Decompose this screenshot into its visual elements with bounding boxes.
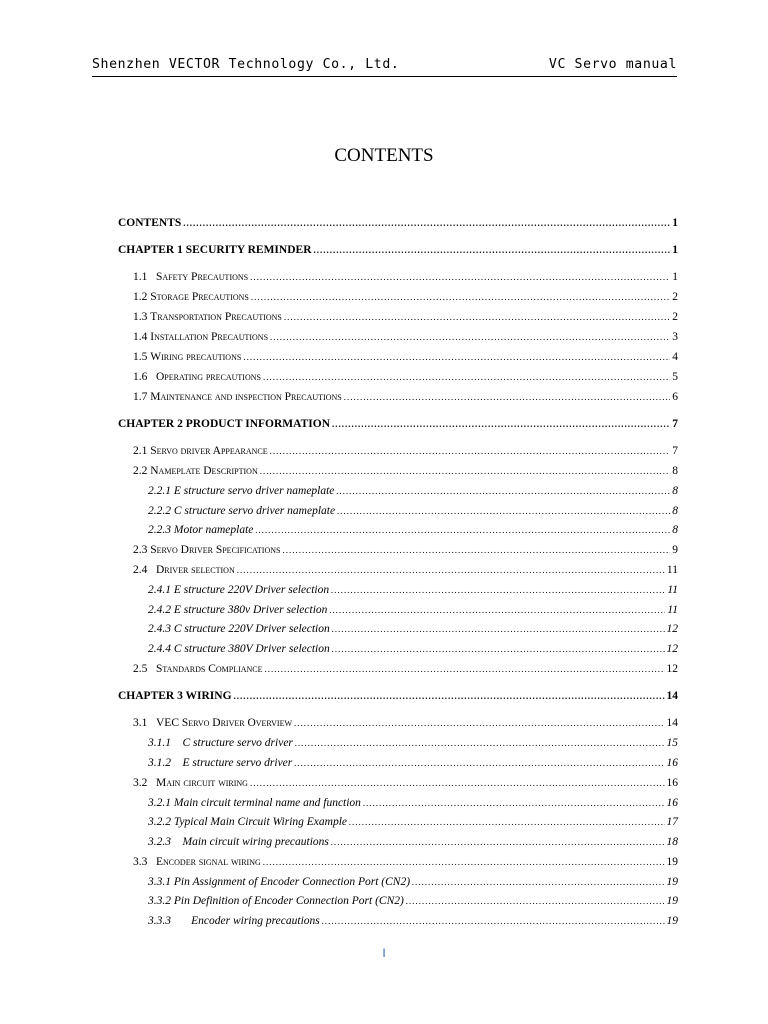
- toc-entry-page: 8: [672, 485, 678, 497]
- dot-leader: [329, 605, 665, 615]
- toc-entry-label: [133, 351, 241, 363]
- toc-entry-number: 2.2: [133, 465, 151, 477]
- toc-entry-label: [148, 915, 320, 927]
- toc-entry-label: [133, 291, 249, 303]
- dot-leader: [183, 218, 670, 228]
- toc-entry-sub[interactable]: [148, 895, 678, 913]
- dot-leader: [270, 332, 670, 342]
- toc-entry-label: [148, 623, 330, 635]
- toc-entry-label: [118, 690, 232, 702]
- dot-leader: [284, 312, 670, 322]
- toc-entry-label: [118, 217, 181, 229]
- toc-entry-sub[interactable]: [148, 584, 678, 602]
- toc-entry-label: [118, 418, 330, 430]
- dot-leader: [332, 419, 670, 429]
- toc-entry-label: [148, 584, 329, 596]
- toc-entry-page: 5: [672, 371, 678, 383]
- toc-entry-sub[interactable]: [148, 604, 678, 622]
- toc-entry-page: 8: [672, 524, 678, 536]
- toc-entry-page: 7: [672, 418, 678, 430]
- toc-entry-page: 2: [672, 311, 678, 323]
- toc-entry-text: Installation Precautions: [150, 331, 269, 343]
- toc-entry-section[interactable]: [133, 856, 678, 874]
- toc-entry-text: 3.3.2 Pin Definition of Encoder Connection Port (CN2): [148, 895, 404, 907]
- toc-entry-text: Safety Precautions: [156, 271, 249, 283]
- toc-entry-page: 17: [666, 816, 678, 828]
- toc-entry-page: 8: [672, 505, 678, 517]
- toc-entry-page: 6: [672, 391, 678, 403]
- toc-entry-sub[interactable]: [148, 737, 678, 755]
- dot-leader: [332, 624, 665, 634]
- toc-entry-page: 19: [666, 876, 678, 888]
- toc-entry-number: 3.3: [133, 856, 156, 868]
- toc-entry-page: 4: [672, 351, 678, 363]
- dot-leader: [336, 486, 670, 496]
- toc-entry-section[interactable]: [133, 371, 678, 389]
- toc-entry-label: [148, 836, 329, 848]
- toc-entry-page: 1: [672, 244, 678, 256]
- toc-entry-sub[interactable]: [148, 757, 678, 775]
- toc-entry-section[interactable]: [133, 663, 678, 681]
- toc-entry-label: [148, 505, 335, 517]
- dot-leader: [263, 372, 670, 382]
- toc-entry-number: 3.2: [133, 777, 156, 789]
- toc-entry-label: [133, 331, 268, 343]
- toc-entry-text: Maintenance and inspection Precautions: [150, 391, 342, 403]
- toc-entry-chapter[interactable]: [118, 690, 678, 708]
- toc-entry-label: [133, 717, 292, 729]
- toc-entry-section[interactable]: [133, 271, 678, 289]
- toc-entry-page: 14: [666, 690, 678, 702]
- toc-entry-number: 1.3: [133, 311, 151, 323]
- dot-leader: [331, 837, 665, 847]
- toc-entry-label: [148, 757, 292, 769]
- toc-entry-number: 2.3: [133, 544, 151, 556]
- toc-entry-section[interactable]: [133, 391, 678, 409]
- toc-entry-text: 3.3.1 Pin Assignment of Encoder Connection Port (CN2): [148, 876, 411, 888]
- dot-leader: [363, 798, 665, 808]
- toc-entry-chapter[interactable]: [118, 217, 678, 235]
- dot-leader: [234, 691, 665, 701]
- toc-entry-page: 9: [672, 544, 678, 556]
- toc-entry-text: 3.2.1 Main circuit terminal name and function: [148, 797, 361, 809]
- toc-entry-page: 1: [672, 271, 678, 283]
- toc-entry-text: Operating precautions: [156, 371, 261, 383]
- toc-entry-section[interactable]: [133, 544, 678, 562]
- toc-entry-label: [148, 895, 404, 907]
- toc-entry-label: [133, 445, 268, 457]
- toc-entry-number: 1.4: [133, 331, 151, 343]
- toc-entry-text: Servo driver Appearance: [150, 445, 268, 457]
- toc-entry-text: 3.2.3 Main circuit wiring precautions: [148, 836, 329, 848]
- toc-entry-page: 19: [666, 895, 678, 907]
- dot-leader: [250, 272, 670, 282]
- toc-entry-page: 18: [666, 836, 678, 848]
- toc-entry-text: Main circuit wiring: [156, 777, 248, 789]
- toc-entry-sub[interactable]: [148, 797, 678, 815]
- toc-entry-sub[interactable]: [148, 816, 678, 834]
- toc-entry-label: [133, 271, 248, 283]
- page-number: I: [382, 946, 386, 960]
- toc-entry-sub[interactable]: [148, 505, 678, 523]
- toc-entry-text: CHAPTER 1 SECURITY REMINDER: [118, 244, 312, 256]
- toc-entry-label: [148, 643, 330, 655]
- dot-leader: [260, 466, 671, 476]
- toc-entry-text: Transportation Precautions: [150, 311, 282, 323]
- dot-leader: [282, 545, 670, 555]
- toc-entry-section[interactable]: [133, 777, 678, 795]
- toc-entry-label: [133, 777, 248, 789]
- toc-entry-text: Storage Precautions: [150, 291, 249, 303]
- dot-leader: [314, 245, 671, 255]
- toc-entry-number: 1.1: [133, 271, 156, 283]
- toc-entry-number: 3.1: [133, 717, 156, 729]
- toc-entry-label: [148, 524, 253, 536]
- toc-entry-page: 11: [667, 584, 678, 596]
- toc-entry-label: [148, 876, 410, 888]
- toc-entry-sub[interactable]: [148, 623, 678, 641]
- toc-entry-text: 3.1.1 C structure servo driver: [148, 737, 293, 749]
- dot-leader: [337, 506, 670, 516]
- toc-entry-page: 15: [666, 737, 678, 749]
- toc-entry-page: 16: [666, 797, 678, 809]
- toc-entry-section[interactable]: [133, 564, 678, 582]
- toc-entry-sub[interactable]: [148, 836, 678, 854]
- dot-leader: [344, 392, 671, 402]
- dot-leader: [332, 644, 665, 654]
- toc-entry-text: 2.2.1 E structure servo driver nameplate: [148, 485, 335, 497]
- toc-entry-text: CONTENTS: [118, 217, 182, 229]
- dot-leader: [243, 352, 670, 362]
- toc-entry-number: 1.6: [133, 371, 156, 383]
- dot-leader: [406, 896, 665, 906]
- toc-entry-text: 2.4.2 E structure 380v Driver selection: [148, 604, 328, 616]
- header-company: Shenzhen VECTOR Technology Co., Ltd.: [92, 57, 400, 72]
- toc-entry-sub[interactable]: [148, 524, 678, 542]
- toc-entry-label: [133, 564, 235, 576]
- toc-entry-label: [133, 663, 263, 675]
- toc-entry-text: 2.4.4 C structure 380V Driver selection: [148, 643, 330, 655]
- page-title: CONTENTS: [334, 145, 434, 166]
- toc-entry-page: 11: [666, 564, 678, 576]
- dot-leader: [251, 292, 670, 302]
- toc-entry-number: 2.4: [133, 564, 156, 576]
- dot-leader: [237, 565, 665, 575]
- header-manual-title: VC Servo manual: [548, 57, 677, 72]
- dot-leader: [349, 817, 665, 827]
- dot-leader: [265, 664, 665, 674]
- toc-entry-label: [133, 311, 282, 323]
- toc-entry-text: VEC Servo Driver Overview: [156, 717, 293, 729]
- toc-entry-page: 12: [666, 623, 678, 635]
- toc-entry-text: CHAPTER 3 WIRING: [118, 690, 232, 702]
- toc-entry-text: CHAPTER 2 PRODUCT INFORMATION: [118, 418, 331, 430]
- toc-entry-sub[interactable]: [148, 485, 678, 503]
- toc-entry-section[interactable]: [133, 331, 678, 349]
- dot-leader: [294, 718, 664, 728]
- toc-entry-text: Nameplate Description: [150, 465, 258, 477]
- toc-entry-chapter[interactable]: [118, 244, 678, 262]
- toc-entry-section[interactable]: [133, 445, 678, 463]
- toc-entry-number: 2.5: [133, 663, 156, 675]
- toc-entry-label: [148, 797, 361, 809]
- toc-entry-page: 1: [672, 217, 678, 229]
- dot-leader: [295, 738, 665, 748]
- toc-entry-section[interactable]: [133, 351, 678, 369]
- dot-leader: [263, 857, 665, 867]
- toc-entry-text: Wiring precautions: [150, 351, 242, 363]
- toc-entry-number: 1.7: [133, 391, 151, 403]
- toc-entry-sub[interactable]: [148, 643, 678, 661]
- toc-entry-page: 16: [666, 777, 678, 789]
- toc-entry-label: [118, 244, 312, 256]
- toc-entry-text: 3.1.2 E structure servo driver: [148, 757, 293, 769]
- toc-entry-label: [133, 544, 280, 556]
- dot-leader: [255, 525, 670, 535]
- dot-leader: [294, 758, 664, 768]
- toc-entry-text: 2.2.2 C structure servo driver nameplate: [148, 505, 336, 517]
- toc-entry-page: 14: [666, 717, 678, 729]
- toc-entry-page: 3: [672, 331, 678, 343]
- toc-entry-label: [133, 371, 261, 383]
- toc-entry-text: Standards Compliance: [156, 663, 263, 675]
- toc-entry-section[interactable]: [133, 311, 678, 329]
- toc-entry-page: 2: [672, 291, 678, 303]
- toc-entry-label: [148, 737, 293, 749]
- toc-entry-chapter[interactable]: [118, 418, 678, 436]
- toc-entry-number: 1.5: [133, 351, 151, 363]
- toc-entry-page: 19: [666, 856, 678, 868]
- running-header: [92, 56, 677, 77]
- toc-entry-label: [148, 485, 334, 497]
- toc-entry-text: Servo Driver Specifications: [150, 544, 281, 556]
- toc-entry-number: 1.2: [133, 291, 151, 303]
- dot-leader: [250, 778, 665, 788]
- dot-leader: [412, 877, 664, 887]
- toc-entry-page: 7: [672, 445, 678, 457]
- toc-entry-sub[interactable]: [148, 876, 678, 894]
- toc-entry-text: Driver selection: [156, 564, 235, 576]
- toc-entry-page: 8: [672, 465, 678, 477]
- toc-entry-page: 12: [666, 643, 678, 655]
- toc-entry-label: [133, 856, 261, 868]
- toc-entry-label: [133, 391, 342, 403]
- toc-entry-sub[interactable]: [148, 915, 678, 933]
- toc-entry-text: 2.2.3 Motor nameplate: [148, 524, 254, 536]
- toc-entry-label: [148, 604, 327, 616]
- toc-entry-section[interactable]: [133, 465, 678, 483]
- toc-entry-text: 3.2.2 Typical Main Circuit Wiring Example: [148, 816, 347, 828]
- toc-entry-page: 11: [667, 604, 678, 616]
- toc-entry-label: [133, 465, 258, 477]
- toc-entry-number: 2.1: [133, 445, 151, 457]
- toc-entry-label: [148, 816, 347, 828]
- toc-entry-text: 2.4.3 C structure 220V Driver selection: [148, 623, 330, 635]
- toc-entry-page: 12: [666, 663, 678, 675]
- dot-leader: [331, 585, 665, 595]
- dot-leader: [322, 916, 665, 926]
- toc-entry-text: 3.3.3 Encoder wiring precautions: [148, 915, 320, 927]
- toc-entry-section[interactable]: [133, 717, 678, 735]
- toc-entry-page: 16: [666, 757, 678, 769]
- dot-leader: [270, 446, 671, 456]
- toc-entry-text: 2.4.1 E structure 220V Driver selection: [148, 584, 330, 596]
- toc-entry-section[interactable]: [133, 291, 678, 309]
- toc-entry-text: Encoder signal wiring: [156, 856, 261, 868]
- toc-entry-page: 19: [666, 915, 678, 927]
